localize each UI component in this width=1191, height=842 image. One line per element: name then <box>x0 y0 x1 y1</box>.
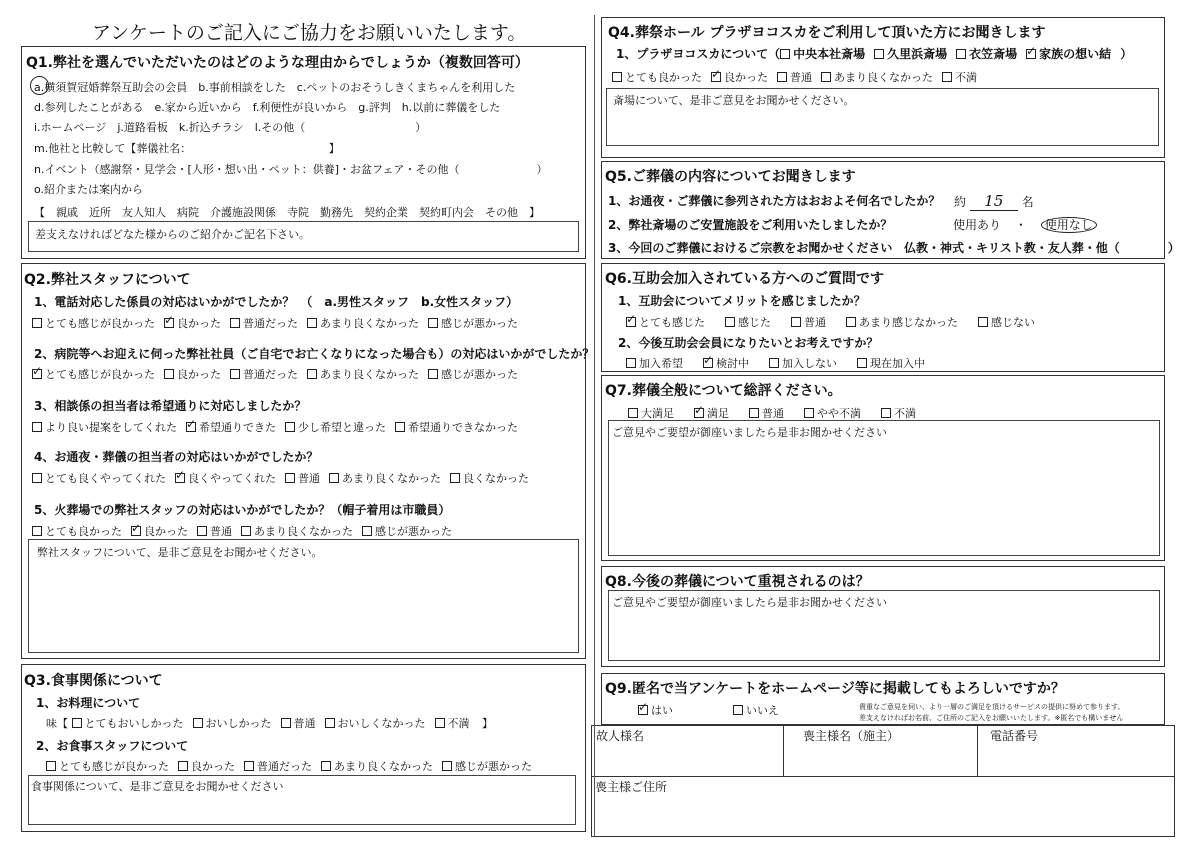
option-label: 普通 <box>298 472 320 485</box>
q2-s2-opts-option-1[interactable] <box>164 368 221 381</box>
option-label: 検討中 <box>716 357 749 370</box>
q8-comment-field[interactable] <box>608 590 1160 661</box>
q2-s5-opts-option-3[interactable] <box>241 525 353 538</box>
checkbox[interactable] <box>164 369 174 379</box>
q6-options-1 <box>626 314 1055 330</box>
q3-options-1 <box>72 717 479 730</box>
q8-comment-label: ご意見やご要望が御座いましたら是非お聞かせください <box>612 596 887 609</box>
q4-venues-option-0[interactable] <box>780 47 865 61</box>
q2-s3-opts-option-1[interactable] <box>186 421 276 434</box>
option-label: あまり良くなかった <box>254 525 353 538</box>
q5-facility-no[interactable]: 使用なし <box>1041 217 1097 233</box>
q4-opts-option-0[interactable] <box>612 71 702 84</box>
checkbox[interactable] <box>32 473 42 483</box>
checkbox[interactable] <box>874 49 884 59</box>
page-title: アンケートのご記入にご協力をお願いいたします。 <box>92 22 527 44</box>
q6-s1-opts-option-1[interactable] <box>725 316 771 329</box>
q2-s1-opts-option-0[interactable] <box>32 317 155 330</box>
q2-section <box>21 263 595 659</box>
q2-s2-opts-option-0[interactable] <box>32 368 155 381</box>
option-label: あまり良くなかった <box>342 472 441 485</box>
q3-s2-opts-option-1[interactable] <box>178 760 235 773</box>
option-label: 普通 <box>804 316 826 329</box>
option-label: とても良かった <box>625 71 702 84</box>
deceased-name-label: 故人様名 <box>596 729 645 743</box>
deceased-name-field[interactable] <box>596 744 778 772</box>
q2-comment-label: 弊社スタッフについて、是非ご意見をお聞かせください。 <box>37 546 323 559</box>
option-label: とても良くやってくれた <box>45 472 166 485</box>
phone-label: 電話番号 <box>990 729 1039 743</box>
checkbox[interactable] <box>857 358 867 368</box>
checkbox[interactable] <box>956 49 966 59</box>
checkbox[interactable] <box>285 473 295 483</box>
option-label: 普通 <box>762 407 784 420</box>
option-label: 衣笠斎場 <box>969 47 1018 61</box>
option-label: 中央本社斎場 <box>793 47 866 61</box>
q1-line-6: o.紹介または案内から <box>34 183 144 196</box>
checkbox[interactable] <box>725 317 735 327</box>
checkbox[interactable] <box>791 317 801 327</box>
q2-options-4 <box>32 470 538 486</box>
q2-s4-opts-option-3[interactable] <box>329 472 441 485</box>
q2-comment-field[interactable] <box>28 539 579 653</box>
option-label: あまり感じなかった <box>859 316 958 329</box>
checkbox[interactable] <box>178 761 188 771</box>
column-divider <box>594 15 595 837</box>
option-label: 現在加入中 <box>870 357 925 370</box>
checkbox[interactable] <box>612 72 622 82</box>
option-label: とても感じが良かった <box>45 368 155 381</box>
q2-s2-opts-option-3[interactable] <box>307 368 419 381</box>
q2-options-3 <box>32 419 527 435</box>
checkbox[interactable] <box>307 318 317 328</box>
q2-options-1 <box>32 315 527 331</box>
q2-options-5 <box>32 523 461 539</box>
option-label: いいえ <box>746 704 779 717</box>
option-label: はい <box>651 704 673 717</box>
option-label: 感じが悪かった <box>375 525 452 538</box>
q4-section <box>601 17 1165 158</box>
option-label: 感じた <box>738 316 771 329</box>
checkbox[interactable] <box>244 761 254 771</box>
q4-opts-option-2[interactable] <box>777 71 812 84</box>
q3-s2-opts-option-0[interactable] <box>46 760 169 773</box>
checkbox[interactable] <box>978 317 988 327</box>
checkbox[interactable] <box>450 473 460 483</box>
option-label: とても感じが良かった <box>45 317 155 330</box>
q2-s4-opts-option-1[interactable] <box>175 472 276 485</box>
q3-question-1: 1、お料理について <box>36 696 141 710</box>
q1-line-3: i.ホームページ j.道路看板 k.折込チラシ l.その他（ ） <box>34 121 427 134</box>
checkbox[interactable] <box>32 422 42 432</box>
q5-unit-label: 名 <box>1021 195 1034 209</box>
option-label: 普通 <box>293 717 316 730</box>
option-label: 不満 <box>447 717 470 730</box>
q6-options-2 <box>626 355 945 371</box>
checkbox[interactable] <box>628 408 638 418</box>
checkbox[interactable] <box>164 318 174 328</box>
chief-mourner-label: 喪主様名（施主） <box>803 729 900 743</box>
option-label: 普通 <box>790 71 812 84</box>
option-label: 感じが悪かった <box>455 760 532 773</box>
checkbox[interactable] <box>804 408 814 418</box>
option-label: 感じが悪かった <box>441 368 518 381</box>
checkbox[interactable] <box>281 718 291 728</box>
option-label: 希望通りできた <box>199 421 276 434</box>
q1-referrer-field[interactable] <box>28 221 579 252</box>
q2-heading: Q2.弊社スタッフについて <box>24 272 191 288</box>
checkbox[interactable] <box>230 369 240 379</box>
q7-comment-label: ご意見やご要望が御座いましたら是非お聞かせください <box>612 426 887 439</box>
q5-facility-separator: ・ <box>1014 218 1027 232</box>
q2-s4-opts-option-2[interactable] <box>285 472 320 485</box>
option-label: 不満 <box>894 407 916 420</box>
q2-s4-opts-option-0[interactable] <box>32 472 166 485</box>
option-label: 良かった <box>191 760 235 773</box>
checkbox[interactable] <box>703 358 713 368</box>
checkbox[interactable] <box>325 718 335 728</box>
q5-section <box>601 161 1180 259</box>
checkbox[interactable] <box>186 422 196 432</box>
option-label: あまり良くなかった <box>334 760 433 773</box>
q4-comment-field[interactable] <box>606 88 1159 146</box>
checkbox[interactable] <box>780 49 790 59</box>
checkbox[interactable] <box>395 422 405 432</box>
q9-note-2: 差支えなければお名前、ご住所のご記入をお願いいたします。※匿名でも構いません <box>859 714 1124 722</box>
q4-question-1 <box>616 45 1132 62</box>
checkbox[interactable] <box>442 761 452 771</box>
q3-s1-opts-option-2[interactable] <box>281 717 316 730</box>
phone-field[interactable] <box>982 744 1170 772</box>
option-label: 少し希望と違った <box>298 421 386 434</box>
q5-question-2: 2、弊社斎場のご安置施設をご利用いたしましたか？ <box>608 218 893 232</box>
q2-s3-opts-option-3[interactable] <box>395 421 518 434</box>
personal-info-grid <box>591 725 1175 837</box>
q2-s2-opts-option-2[interactable] <box>230 368 298 381</box>
q2-s5-opts-option-0[interactable] <box>32 525 122 538</box>
q4-venues-option-3[interactable] <box>1026 47 1111 61</box>
q6-s2-opts-option-3[interactable] <box>857 357 925 370</box>
checkbox[interactable] <box>769 358 779 368</box>
q4-venues <box>780 47 1120 61</box>
option-label: 大満足 <box>641 407 674 420</box>
q2-s1-opts-option-3[interactable] <box>307 317 419 330</box>
q2-s5-opts-option-4[interactable] <box>362 525 452 538</box>
q4-venues-option-1[interactable] <box>874 47 947 61</box>
option-label: とても感じた <box>639 316 705 329</box>
q6-heading: Q6.互助会加入されている方へのご質問です <box>605 271 884 287</box>
q9-opts-option-0[interactable] <box>638 704 673 717</box>
q3-taste-prefix: 味【 <box>46 717 68 730</box>
q1-section <box>21 46 586 259</box>
checkbox[interactable] <box>285 422 295 432</box>
checkbox[interactable] <box>32 369 42 379</box>
q6-s1-opts-option-3[interactable] <box>846 316 958 329</box>
q3-comment-field[interactable] <box>28 775 576 825</box>
checkbox[interactable] <box>329 473 339 483</box>
q7-comment-field[interactable] <box>608 420 1160 556</box>
option-label: あまり良くなかった <box>320 368 419 381</box>
checkbox[interactable] <box>428 318 438 328</box>
q1-line-1: a.横須賀冠婚葬祭互助会の会員 b.事前相談をした c.ペットのおそうしきくまちゃんを利用した <box>34 81 516 94</box>
address-field[interactable] <box>595 796 1170 834</box>
q4-heading: Q4.葬祭ホール プラザヨコスカをご利用して頂いた方にお聞きします <box>608 25 1046 41</box>
checkbox[interactable] <box>428 369 438 379</box>
q2-s1-opts-option-2[interactable] <box>230 317 298 330</box>
q3-section <box>21 664 586 832</box>
q3-taste-row <box>46 715 493 731</box>
address-label: 喪主様ご住所 <box>595 780 668 794</box>
q3-s1-opts-option-0[interactable] <box>72 717 184 730</box>
q6-s2-opts-option-1[interactable] <box>703 357 749 370</box>
q2-question-3: 3、相談係の担当者は希望通りに対応しましたか？ <box>34 399 307 413</box>
q1-line-5: n.イベント（感謝祭・見学会・[人形・想い出・ペット：供養]・お盆フェア・その他（ ） <box>34 163 548 176</box>
q8-heading: Q8.今後の葬儀について重視されるのは？ <box>605 574 870 590</box>
checkbox[interactable] <box>942 72 952 82</box>
q3-s1-opts-option-4[interactable] <box>435 717 470 730</box>
q7-opts-option-1[interactable] <box>694 407 729 420</box>
q3-taste-suffix: 】 <box>482 717 493 730</box>
checkbox[interactable] <box>749 408 759 418</box>
q6-s1-opts-option-2[interactable] <box>791 316 826 329</box>
q2-s4-opts-option-4[interactable] <box>450 472 529 485</box>
q3-s1-opts-option-1[interactable] <box>193 717 272 730</box>
option-label: 満足 <box>707 407 729 420</box>
q2-s2-opts-option-4[interactable] <box>428 368 518 381</box>
q3-s2-opts-option-4[interactable] <box>442 760 532 773</box>
q6-s2-opts-option-2[interactable] <box>769 357 837 370</box>
answer-circle <box>30 76 49 95</box>
q4-options <box>612 69 986 85</box>
q7-opts-option-4[interactable] <box>881 407 916 420</box>
q2-options-2 <box>32 366 527 382</box>
checkbox[interactable] <box>72 718 82 728</box>
option-label: 普通だった <box>257 760 312 773</box>
q4-opts-option-3[interactable] <box>821 71 933 84</box>
q6-s1-opts-option-0[interactable] <box>626 316 705 329</box>
checkbox[interactable] <box>626 358 636 368</box>
checkbox[interactable] <box>694 408 704 418</box>
checkbox[interactable] <box>241 526 251 536</box>
option-label: 良くやってくれた <box>188 472 276 485</box>
q8-section <box>601 566 1165 667</box>
checkbox[interactable] <box>821 72 831 82</box>
option-label: おいしくなかった <box>337 717 426 730</box>
option-label: 久里浜斎場 <box>887 47 948 61</box>
q3-options-2 <box>46 758 541 774</box>
q3-heading: Q3.食事関係について <box>24 673 163 689</box>
checkbox[interactable] <box>193 718 203 728</box>
q4-venues-option-2[interactable] <box>956 47 1017 61</box>
q6-section <box>601 263 1165 372</box>
option-label: 良かった <box>144 525 188 538</box>
q4-opts-option-4[interactable] <box>942 71 977 84</box>
q2-question-2: 2、病院等へお迎えに伺った弊社社員（ご自宅でお亡くなりになった場合も）の対応はいかがでしたか？ <box>34 347 595 361</box>
q5-question-1: 1、お通夜・ご葬儀に参列された方はおおよそ何名でしたか？ <box>608 194 941 208</box>
option-label: あまり良くなかった <box>834 71 933 84</box>
q9-note-1: 貴重なご意見を伺い、より一層のご満足を頂けるサービスの提供に努めて参ります。 <box>859 703 1125 711</box>
q6-s2-opts-option-0[interactable] <box>626 357 683 370</box>
divider <box>977 726 978 776</box>
q5-question-3: 3、今回のご葬儀におけるご宗教をお聞かせください <box>608 241 893 255</box>
q2-s3-opts-option-0[interactable] <box>32 421 177 434</box>
q2-s1-opts-option-1[interactable] <box>164 317 221 330</box>
q1-line-7: 【 親戚 近所 友人知人 病院 介護施設関係 寺院 勤務先 契約企業 契約町内会 その他 】 <box>34 206 540 219</box>
q9-section <box>601 673 1165 725</box>
checkbox[interactable] <box>626 317 636 327</box>
q5-facility-options <box>953 216 1097 233</box>
checkbox[interactable] <box>175 473 185 483</box>
option-label: 良かった <box>177 317 221 330</box>
checkbox[interactable] <box>131 526 141 536</box>
q2-question-1: 1、電話対応した係員の対応はいかがでしたか？ （ a.男性スタッフ b.女性スタッフ） <box>34 295 519 309</box>
q9-opts-option-1[interactable] <box>733 704 779 717</box>
checkbox[interactable] <box>777 72 787 82</box>
q1-line-2: d.参列したことがある e.家から近いから f.利便性が良いから g.評判 h.以前に葬儀をした <box>34 101 501 114</box>
option-label: あまり良くなかった <box>320 317 419 330</box>
q3-comment-label: 食事関係について、是非ご意見をお聞かせください <box>31 780 284 793</box>
option-label: やや不満 <box>817 407 861 420</box>
option-label: より良い提案をしてくれた <box>45 421 177 434</box>
checkbox[interactable] <box>197 526 207 536</box>
q6-question-1: 1、互助会についてメリットを感じましたか？ <box>618 294 866 308</box>
option-label: 感じが悪かった <box>441 317 518 330</box>
checkbox[interactable] <box>230 318 240 328</box>
q5-facility-yes[interactable]: 使用あり <box>953 218 1002 232</box>
checkbox[interactable] <box>321 761 331 771</box>
q3-question-2: 2、お食事スタッフについて <box>36 739 189 753</box>
q2-question-5: 5、火葬場での弊社スタッフの対応はいかがでしたか？（帽子着用は市職員） <box>34 503 451 517</box>
checkbox[interactable] <box>881 408 891 418</box>
option-label: おいしかった <box>205 717 272 730</box>
checkbox[interactable] <box>46 761 56 771</box>
option-label: 加入しない <box>782 357 837 370</box>
q2-question-4: 4、お通夜・葬儀の担当者の対応はいかがでしたか？ <box>34 450 319 464</box>
checkbox[interactable] <box>846 317 856 327</box>
q7-opts-option-0[interactable] <box>628 407 674 420</box>
q7-section <box>601 375 1165 561</box>
q4-venue-prefix: 1、プラザヨコスカについて（ <box>616 47 781 61</box>
q5-about-label: 約 <box>954 195 967 209</box>
checkbox[interactable] <box>362 526 372 536</box>
checkbox[interactable] <box>711 72 721 82</box>
option-label: 不満 <box>955 71 977 84</box>
q1-line-4: m.他社と比較して【葬儀社名： 】 <box>34 142 340 155</box>
option-label: 加入希望 <box>639 357 683 370</box>
q9-options <box>638 702 839 718</box>
option-label: 良くなかった <box>463 472 529 485</box>
q2-s5-opts-option-2[interactable] <box>197 525 232 538</box>
option-label: とても良かった <box>45 525 122 538</box>
option-label: 良かった <box>724 71 768 84</box>
q1-referrer-label: 差支えなければどなた様からのご紹介かご記名下さい。 <box>35 228 310 241</box>
q5-attendees <box>954 192 1034 211</box>
option-label: とても感じが良かった <box>59 760 169 773</box>
q5-heading: Q5.ご葬儀の内容についてお聞きします <box>605 169 856 185</box>
q2-s3-opts-option-2[interactable] <box>285 421 386 434</box>
checkbox[interactable] <box>435 718 445 728</box>
q5-attendee-count[interactable]: 15 <box>970 192 1018 211</box>
q3-s2-opts-option-2[interactable] <box>244 760 312 773</box>
option-label: 普通だった <box>243 317 298 330</box>
q2-s1-opts-option-4[interactable] <box>428 317 518 330</box>
option-label: 家族の想い結 <box>1039 47 1112 61</box>
checkbox[interactable] <box>733 705 743 715</box>
q6-question-2: 2、今後互助会会員になりたいとお考えですか？ <box>618 336 879 350</box>
divider <box>592 776 1174 777</box>
q3-s2-opts-option-3[interactable] <box>321 760 433 773</box>
option-label: 普通だった <box>243 368 298 381</box>
q4-comment-label: 斎場について、是非ご意見をお聞かせください。 <box>613 94 855 107</box>
q6-s1-opts-option-4[interactable] <box>978 316 1035 329</box>
checkbox[interactable] <box>32 526 42 536</box>
q1-heading: Q1.弊社を選んでいただいたのはどのような理由からでしょうか（複数回答可） <box>26 55 529 71</box>
divider <box>783 726 784 776</box>
option-label: とてもおいしかった <box>84 717 184 730</box>
q7-options <box>628 405 936 421</box>
q5-religion-options[interactable]: 仏教・神式・キリスト教・友人葬・他（ ） <box>904 241 1180 255</box>
option-label: 普通 <box>210 525 232 538</box>
option-label: 良かった <box>177 368 221 381</box>
q7-opts-option-2[interactable] <box>749 407 784 420</box>
option-label: 希望通りできなかった <box>408 421 518 434</box>
checkbox[interactable] <box>1026 49 1036 59</box>
q4-venue-suffix: ） <box>1120 47 1133 61</box>
checkbox[interactable] <box>32 318 42 328</box>
chief-mourner-field[interactable] <box>788 744 973 772</box>
q3-s1-opts-option-3[interactable] <box>325 717 426 730</box>
q7-opts-option-3[interactable] <box>804 407 861 420</box>
checkbox[interactable] <box>638 705 648 715</box>
q7-heading: Q7.葬儀全般について総評ください。 <box>605 383 842 399</box>
option-label: 感じない <box>991 316 1035 329</box>
q9-heading: Q9.匿名で当アンケートをホームページ等に掲載してもよろしいですか？ <box>605 681 1065 697</box>
q4-opts-option-1[interactable] <box>711 71 768 84</box>
q2-s5-opts-option-1[interactable] <box>131 525 188 538</box>
checkbox[interactable] <box>307 369 317 379</box>
